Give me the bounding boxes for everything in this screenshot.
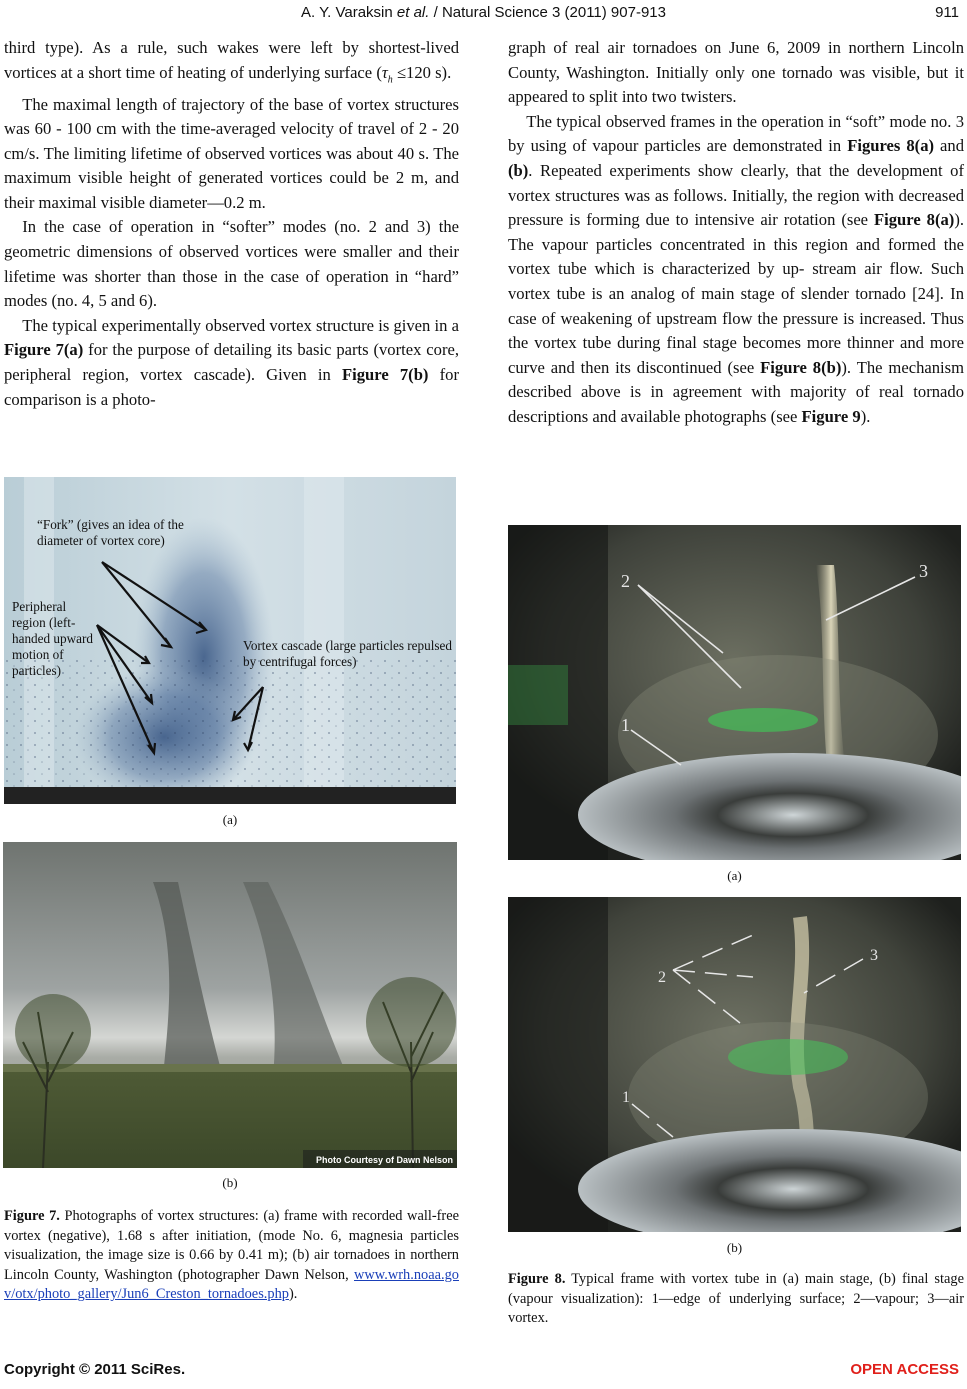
open-access-badge: OPEN ACCESS	[850, 1361, 959, 1378]
header-citation	[0, 4, 967, 21]
figure-8a-reference-2[interactable]: Figure 8(a)	[874, 210, 955, 230]
figure-8b-reference-2[interactable]: Figure 8(b)	[760, 357, 842, 377]
annotation-fork: “Fork” (gives an idea of the diameter of vortex core)	[37, 517, 184, 548]
left-column-text	[4, 36, 459, 412]
vortex-tube-final-stage-photo	[508, 897, 961, 1232]
page-footer	[0, 1355, 967, 1381]
copyright-notice: Copyright © 2011 SciRes.	[4, 1361, 186, 1378]
annotation-peripheral-region: Peripheral region (left-handed upward motion of particles)	[12, 599, 93, 678]
page-number: 911	[935, 4, 959, 21]
figure-7a-reference[interactable]: Figure 7(a)	[4, 340, 84, 360]
tornado-photo	[3, 842, 457, 1168]
figure-8a-image	[508, 525, 961, 860]
header-authors: A. Y. Varaksin	[301, 4, 393, 21]
photo-credit: Photo Courtesy of Dawn Nelson	[315, 1155, 453, 1165]
figure-9-reference[interactable]: Figure 9	[801, 406, 861, 426]
left-paragraph-1: third type). As a rule, such wakes were left by shortest-lived vortices at a short time of heating of underlying surface ($\tau_h \le 120$ s).	[4, 38, 459, 85]
marker-1-b: 1	[622, 1089, 630, 1106]
marker-1: 1	[621, 715, 630, 735]
figure-8-caption: Figure 8. Typical frame with vortex tube in (a) main stage, (b) final stage (vapour visualization): 1—edge of underlying surface; 2—vapour; 3—air vortex.	[508, 1271, 964, 1327]
running-header	[0, 4, 967, 26]
left-paragraph-4: The typical experimentally observed vortex structure is given in a Figure 7(a) for the purpose of detailing its basic parts (vortex core, peripheral region, vortex cascade). Given in Figure 7(b) for comparison is a photo-	[4, 315, 459, 409]
right-paragraph-2: The typical observed frames in the operation in “soft” mode no. 3 by using of vapour particles are demonstrated in Figures 8(a) and (b). Repeated experiments show clearly, that the development of vortex structures was as follows. Initially, the region with decreased pressure is forming due to intensive air rotation (see Figure 8(a)). The vapour particles concentrated in this region and formed the vortex tube which is characterized by up- stream air flow. Such vortex tube is an analog of main stage of slender tornado [24]. In case of weakening of upstream flow the pressure is increased. Thus the vortex tube during final stage becomes more thinner and more curve and then its discontinued (see Figure 8(b)). The mechanism described above is in agreement with majority of real tornado descriptions and available photographs (see Figure 9).	[508, 111, 964, 426]
figure-7-caption-label: Figure 7.	[4, 1208, 60, 1224]
figure-8b-image	[508, 897, 961, 1232]
annotation-vortex-cascade: Vortex cascade (large particles repulsed by centrifugal forces)	[243, 638, 452, 669]
figure-7-caption: Figure 7. Photographs of vortex structures: (a) frame with recorded wall-free vortex (negative), 1.68 s after initiation, (mode No. 6, magnesia particles visualization, the image size is 0.66 by 0.41 m); (b) air tornadoes in northern Lincoln County, Washington (photographer Dawn Nelson, www.wrh.noaa.gov/otx/photo_gallery/Jun6_Creston_tornadoes.php).	[4, 1208, 459, 1303]
vortex-tube-main-stage-photo	[508, 525, 961, 860]
figure-8a-label: (a)	[727, 868, 742, 883]
marker-3-b: 3	[870, 947, 878, 964]
figure-8a-reference[interactable]: Figures 8(a)	[847, 136, 935, 156]
header-journal: / Natural Science 3 (2011) 907-913	[433, 4, 666, 21]
left-paragraph-2: The maximal length of trajectory of the base of vortex structures was 60 - 100 cm with the time-averaged velocity of travel of 2 - 20 cm/s. The limiting lifetime of observed vortices was about 40 s. The maximum visible height of generated vortices could be 2 m, and their maximal visible diameter—0.2 m.	[4, 94, 459, 212]
right-column-text	[508, 36, 964, 430]
marker-2-b: 2	[658, 969, 666, 986]
figure-7b-image	[3, 842, 457, 1168]
figure-8b-reference[interactable]: (b)	[508, 160, 529, 180]
header-etal: et al.	[396, 4, 430, 21]
figure-7b-label: (b)	[222, 1175, 238, 1190]
marker-3: 3	[919, 561, 928, 581]
marker-2: 2	[621, 571, 630, 591]
right-paragraph-1: graph of real air tornadoes on June 6, 2009 in northern Lincoln County, Washington. Initially only one tornado was visible, but it appeared to split into two twisters.	[508, 38, 964, 107]
left-paragraph-3: In the case of operation in “softer” modes (no. 2 and 3) the geometric dimensions of observed vortices were smaller and their lifetime was shorter than those in the case of operation in “hard” modes (no. 4, 5 and 6).	[4, 217, 459, 311]
figure-7a-image	[4, 477, 456, 804]
figure-8b-label: (b)	[726, 1240, 743, 1255]
figure-8-caption-label: Figure 8.	[508, 1271, 566, 1287]
figure-7b-reference[interactable]: Figure 7(b)	[342, 365, 429, 385]
figure-7a-label: (a)	[222, 812, 238, 827]
noaa-gallery-link[interactable]: www.wrh.noaa.gov/otx/photo_gallery/Jun6_Creston_tornadoes.php	[4, 1266, 459, 1303]
